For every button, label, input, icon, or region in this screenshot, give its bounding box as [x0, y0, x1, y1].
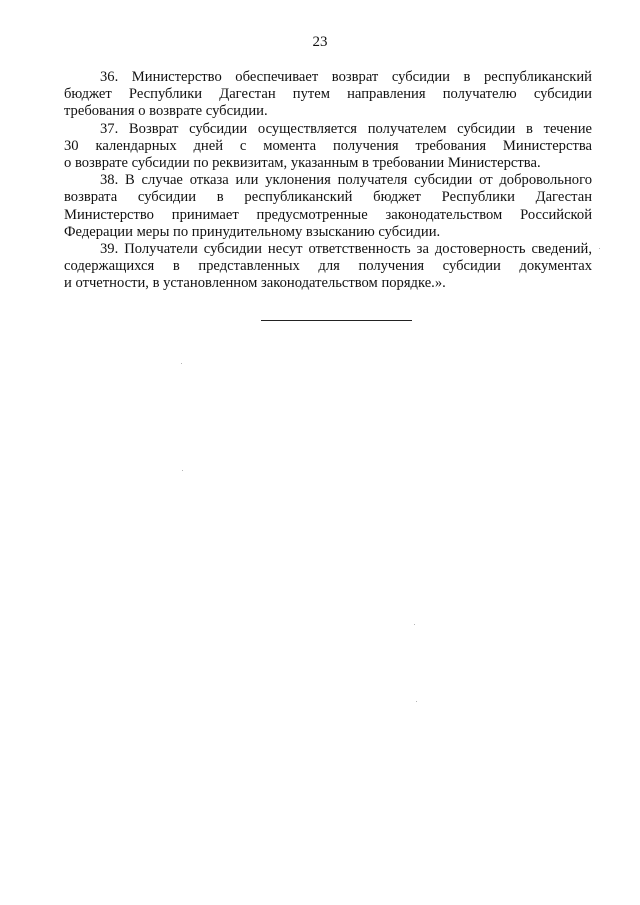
scan-speck — [414, 624, 415, 625]
paragraph-line: 36. Министерство обеспечивает возврат субсидии в республиканский — [100, 69, 592, 85]
scan-speck — [416, 701, 417, 702]
end-separator-line — [261, 320, 412, 321]
paragraph-line: 38. В случае отказа или уклонения получателя субсидии от добровольного — [100, 172, 592, 189]
paragraph-line: требования о возврате субсидии. — [64, 103, 268, 120]
document-body — [64, 69, 592, 293]
scan-speck — [182, 470, 183, 471]
page-number: 23 — [312, 34, 328, 50]
paragraph-37 — [64, 121, 592, 173]
paragraph-line: 30 календарных дней с момента получения требования Министерства — [64, 137, 592, 154]
paragraph-39 — [64, 241, 592, 293]
paragraph-line: и отчетности, в установленном законодательством порядке.». — [64, 275, 446, 292]
paragraph-line: бюджет Республики Дагестан путем направления получателю субсидии — [64, 86, 592, 103]
paragraph-line: содержащихся в представленных для получения субсидии документах — [64, 258, 592, 275]
paragraph-line: о возврате субсидии по реквизитам, указанным в требовании Министерства. — [64, 155, 541, 172]
scan-speck — [599, 248, 600, 249]
paragraph-38 — [64, 172, 592, 241]
paragraph-line: возврата субсидии в республиканский бюджет Республики Дагестан — [64, 189, 592, 206]
paragraph-line: Федерации меры по принудительному взысканию субсидии. — [64, 223, 441, 240]
paragraph-line: Министерство принимает предусмотренные законодательством Российской — [64, 206, 592, 223]
paragraph-line: 39. Получатели субсидии несут ответственность за достоверность сведений, — [100, 241, 592, 258]
paragraph-36 — [64, 69, 592, 121]
paragraph-line: 37. Возврат субсидии осуществляется получателем субсидии в течение — [100, 120, 592, 137]
scan-speck — [181, 363, 182, 364]
